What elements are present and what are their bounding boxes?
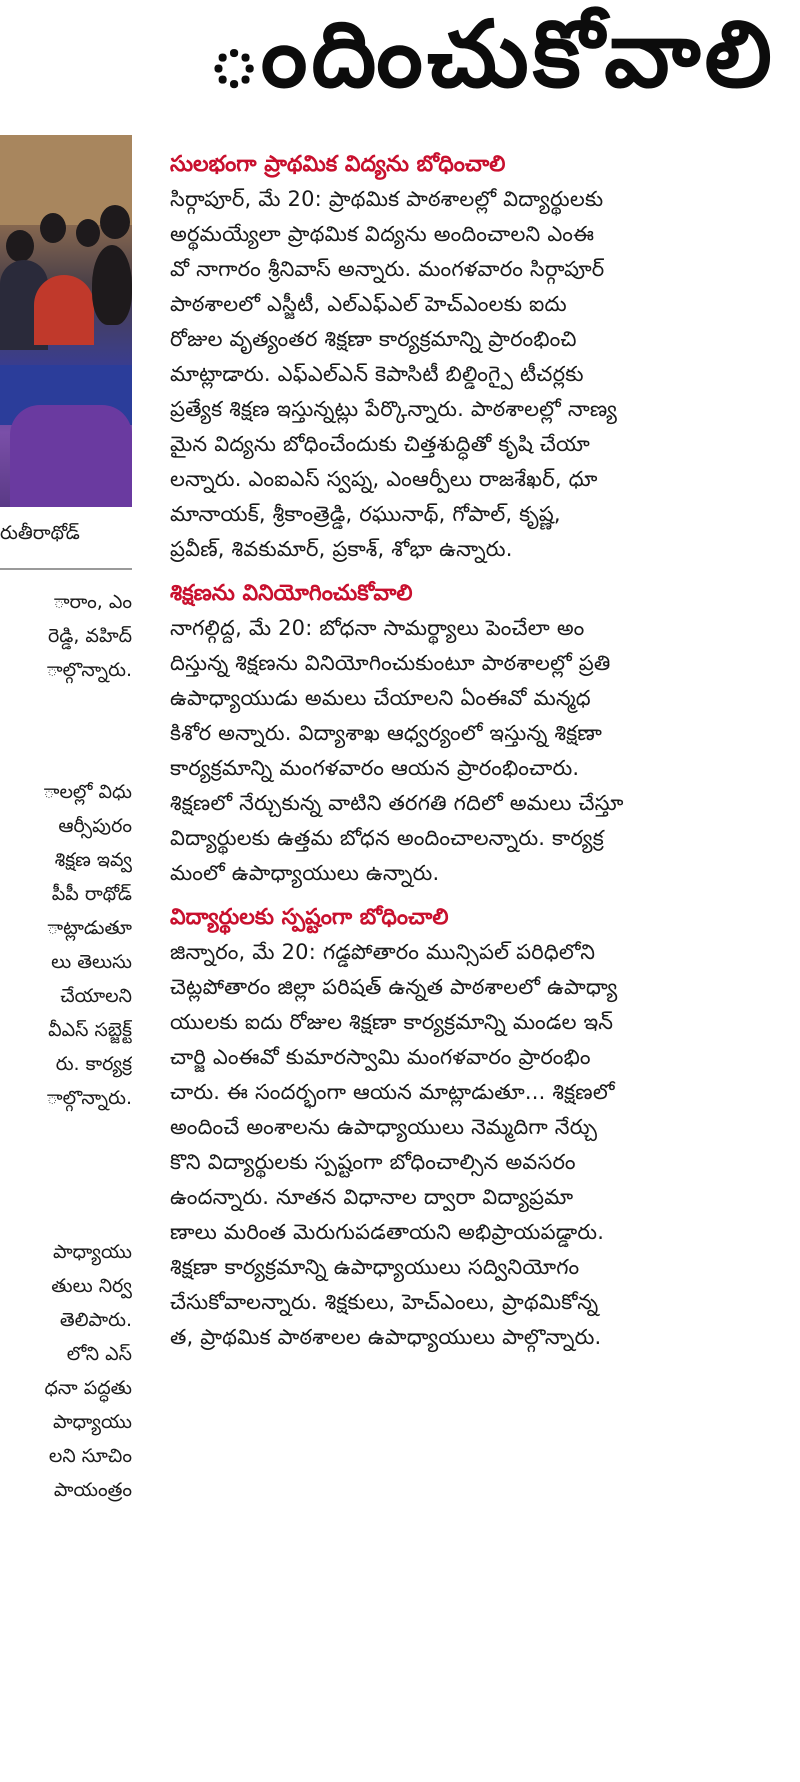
article-line: అందించే అంశాలను ఉపాధ్యాయులు నెమ్మదిగా నేర్చు <box>170 1115 598 1139</box>
left-line: చేయాలని <box>60 985 132 1007</box>
left-line: ాల్గొన్నారు. <box>46 1087 132 1109</box>
article-line: చేసుకోవాలన్నారు. శిక్షకులు, హెచ్ఎంలు, ప్రాథమికోన్న <box>170 1290 599 1314</box>
training-photo <box>0 135 132 507</box>
article-line: కార్యక్రమాన్ని మంగళవారం ఆయన ప్రారంభించారు. <box>170 756 580 780</box>
article-line: త, ప్రాథమిక పాఠశాలల ఉపాధ్యాయులు పాల్గొన్నారు. <box>170 1325 602 1349</box>
left-line: ధనా పద్ధతు <box>44 1377 132 1399</box>
article-line: ఉందన్నారు. నూతన విధానాల ద్వారా విద్యాప్రమా <box>170 1185 574 1209</box>
headline: ందించుకోవాలి <box>207 1 776 108</box>
left-column-block-1 <box>0 585 132 687</box>
left-line: పాయంత్రం <box>53 1479 132 1501</box>
left-column-block-2 <box>0 775 132 1115</box>
left-line: శిక్షణ ఇవ్వ <box>54 849 132 871</box>
article-line: పాఠశాలలో ఎస్జీటీ, ఎల్ఎఫ్ఎల్ హెచ్ఎంలకు ఐదు <box>170 292 567 316</box>
article-line: నాగల్గిద్ద, మే 20: బోధనా సామర్థ్యాలు పెంచేలా అం <box>170 616 585 640</box>
left-line: లని సూచిం <box>48 1445 132 1467</box>
article-heading: సులభంగా ప్రాథమిక విద్యను బోధించాలి <box>170 152 506 177</box>
article-heading: శిక్షణను వినియోగించుకోవాలి <box>170 581 413 606</box>
article-line: చార్జి ఎంఈవో కుమారస్వామి మంగళవారం ప్రారంభిం <box>170 1045 591 1069</box>
article-line: విద్యార్థులకు ఉత్తమ బోధన అందించాలన్నారు. కార్యక్ర <box>170 826 604 850</box>
article-line: లన్నారు. ఎంఐఎస్ స్వప్న, ఎంఆర్పీలు రాజశేఖర్, ధూ <box>170 467 598 491</box>
article-line: కొని విద్యార్థులకు స్పష్టంగా బోధించాల్సిన అవసరం <box>170 1150 576 1174</box>
article-line: సిర్గాపూర్, మే 20: ప్రాథమిక పాఠశాలల్లో విద్యార్థులకు <box>170 187 604 211</box>
left-line: పాధ్యాయు <box>52 1241 132 1263</box>
article-line: మైన విద్యను బోధించేందుకు చిత్తశుద్ధితో కృషి చేయా <box>170 432 590 456</box>
left-line: ాల్గొన్నారు. <box>46 659 132 681</box>
article-line: అర్థమయ్యేలా ప్రాథమిక విద్యను అందించాలని ఎంఈ <box>170 222 595 246</box>
left-line: వీఎస్ సబ్జెక్ట్ <box>48 1019 132 1041</box>
right-column <box>170 148 780 1355</box>
left-line: తులు నిర్వ <box>51 1275 132 1297</box>
left-line: ాట్లాడుతూ <box>47 917 132 939</box>
article-line: మంలో ఉపాధ్యాయులు ఉన్నారు. <box>170 861 440 885</box>
article-line: చారు. ఈ సందర్భంగా ఆయన మాట్లాడుతూ... శిక్షణలో <box>170 1080 615 1104</box>
article-line: యులకు ఐదు రోజుల శిక్షణా కార్యక్రమాన్ని మండల ఇన్ <box>170 1010 614 1034</box>
left-line: పీపీ రాథోడ్ <box>51 883 132 905</box>
left-line: తెలిపారు. <box>59 1309 132 1331</box>
left-line: రెడ్డి, వహిద్ <box>48 625 132 647</box>
article-line: ప్రత్యేక శిక్షణ ఇస్తున్నట్లు పేర్కొన్నారు. పాఠశాలల్లో నాణ్య <box>170 397 618 421</box>
left-line: ఆర్సీపురం <box>58 815 132 837</box>
article-heading: విద్యార్థులకు స్పష్టంగా బోధించాలి <box>170 905 449 930</box>
left-line: రు. కార్యక్ర <box>55 1053 132 1075</box>
article-line: కిశోర అన్నారు. విద్యాశాఖ ఆధ్వర్యంలో ఇస్తున్న శిక్షణా <box>170 721 603 745</box>
left-column-block-3 <box>0 1235 132 1507</box>
article-3 <box>170 901 780 1355</box>
article-line: చెట్లపోతారం జిల్లా పరిషత్ ఉన్నత పాఠశాలలో ఉపాధ్యా <box>170 975 618 999</box>
left-line: లోని ఎస్ <box>66 1343 132 1365</box>
article-2 <box>170 577 780 891</box>
article-line: శిక్షణా కార్యక్రమాన్ని ఉపాధ్యాయులు సద్వినియోగం <box>170 1255 580 1279</box>
article-line: మానాయక్, శ్రీకాంత్రెడ్డి, రఘునాథ్, గోపాల్, కృష్ణ, <box>170 502 561 526</box>
left-line: ాలల్లో విధు <box>43 781 132 803</box>
article-1 <box>170 148 780 567</box>
article-line: జిన్నారం, మే 20: గడ్డపోతారం మున్సిపల్ పరిధిలోని <box>170 940 596 964</box>
article-line: వో నాగారం శ్రీనివాస్ అన్నారు. మంగళవారం సిర్గాపూర్ <box>170 257 605 281</box>
divider <box>0 568 132 570</box>
article-line: శిక్షణలో నేర్చుకున్న వాటిని తరగతి గదిలో అమలు చేస్తూ <box>170 791 624 815</box>
article-line: ఉపాధ్యాయుడు అమలు చేయాలని ఏంఈవో మన్మధ <box>170 686 591 710</box>
article-line: ప్రవీణ్, శివకుమార్, ప్రకాశ్, శోభా ఉన్నారు. <box>170 537 513 561</box>
article-line: మాట్లాడారు. ఎఫ్ఎల్ఎన్ కెపాసిటీ బిల్డింగ్పై టీచర్లకు <box>170 362 584 386</box>
left-line: పాధ్యాయు <box>52 1411 132 1433</box>
article-line: దిస్తున్న శిక్షణను వినియోగించుకుంటూ పాఠశాలల్లో ప్రతి <box>170 651 611 675</box>
article-line: ణాలు మరింత మెరుగుపడతాయని అభిప్రాయపడ్డారు. <box>170 1220 605 1244</box>
photo-caption: రుతీరాథోడ్ <box>0 522 80 544</box>
left-line: ారాం, ఎం <box>53 591 132 613</box>
left-line: లు తెలుసు <box>51 951 132 973</box>
article-line: రోజుల వృత్యంతర శిక్షణా కార్యక్రమాన్ని ప్రారంభించి <box>170 327 577 351</box>
